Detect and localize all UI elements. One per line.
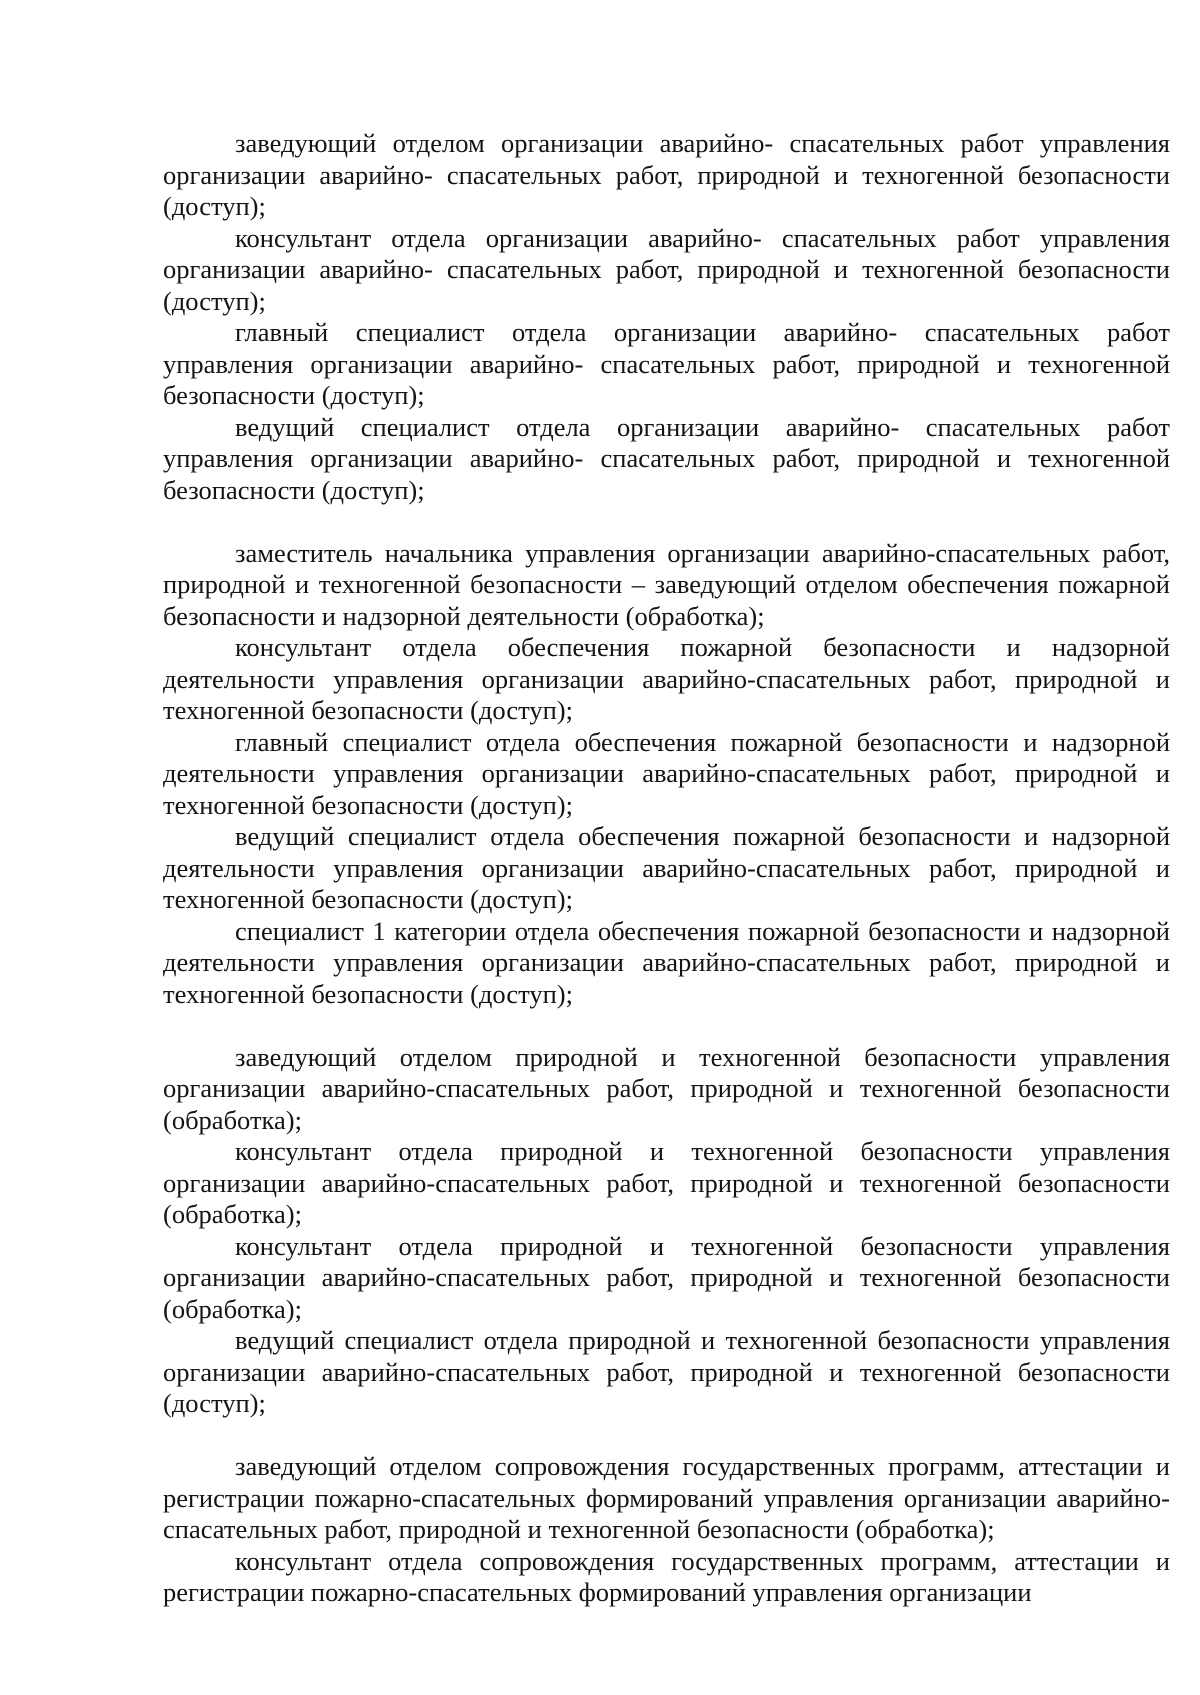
list-item: заведующий отделом сопровождения государственных программ, аттестации и регистрации пожарно-спасательных формирований управления организации аварийно-спасательных работ, природной и техногенной безопасности (обработка); xyxy=(163,1451,1170,1544)
list-item: заведующий отделом организации аварийно- спасательных работ управления организации аварийно- спасательных работ, природной и техногенной безопасности (доступ); xyxy=(163,128,1170,221)
list-item: ведущий специалист отдела организации аварийно- спасательных работ управления организации аварийно- спасательных работ, природной и техногенной безопасности (доступ); xyxy=(163,411,1170,505)
group-spacer xyxy=(163,506,1170,538)
list-item: заместитель начальника управления организации аварийно-спасательных работ, природной и техногенной безопасности – заведующий отделом обеспечения пожарной безопасности и надзорной деятельности (обработка); xyxy=(163,537,1170,631)
group-state-programs-department xyxy=(163,1451,1170,1609)
list-item: консультант отдела организации аварийно- спасательных работ управления организации аварийно- спасательных работ, природной и техногенной безопасности (доступ); xyxy=(163,222,1170,316)
list-item: консультант отдела природной и техногенной безопасности управления организации аварийно-спасательных работ, природной и техногенной безопасности (обработка); xyxy=(163,1230,1170,1324)
group-spacer xyxy=(163,1420,1170,1452)
group-natural-technogenic-safety-department xyxy=(163,1042,1170,1420)
list-item: консультант отдела сопровождения государственных программ, аттестации и регистрации пожарно-спасательных формирований управления организации xyxy=(163,1545,1170,1607)
list-item: ведущий специалист отдела природной и техногенной безопасности управления организации аварийно-спасательных работ, природной и техногенной безопасности (доступ); xyxy=(163,1325,1170,1418)
list-item: заведующий отделом природной и техногенной безопасности управления организации аварийно-спасательных работ, природной и техногенной безопасности (обработка); xyxy=(163,1041,1170,1135)
group-fire-safety-department xyxy=(163,538,1170,1011)
group-rescue-work-department xyxy=(163,128,1170,506)
list-item: главный специалист отдела организации аварийно- спасательных работ управления организации аварийно- спасательных работ, природной и техногенной безопасности (доступ); xyxy=(163,317,1170,410)
document-body xyxy=(163,128,1170,1609)
list-item: специалист 1 категории отдела обеспечения пожарной безопасности и надзорной деятельности управления организации аварийно-спасательных работ, природной и техногенной безопасности (доступ); xyxy=(163,915,1170,1009)
list-item: консультант отдела обеспечения пожарной безопасности и надзорной деятельности управления организации аварийно-спасательных работ, природной и техногенной безопасности (доступ); xyxy=(163,632,1170,725)
list-item: консультант отдела природной и техногенной безопасности управления организации аварийно-спасательных работ, природной и техногенной безопасности (обработка); xyxy=(163,1136,1170,1229)
list-item: ведущий специалист отдела обеспечения пожарной безопасности и надзорной деятельности управления организации аварийно-спасательных работ, природной и техногенной безопасности (доступ); xyxy=(163,821,1170,914)
list-item: главный специалист отдела обеспечения пожарной безопасности и надзорной деятельности управления организации аварийно-спасательных работ, природной и техногенной безопасности (доступ); xyxy=(163,726,1170,820)
group-spacer xyxy=(163,1010,1170,1042)
